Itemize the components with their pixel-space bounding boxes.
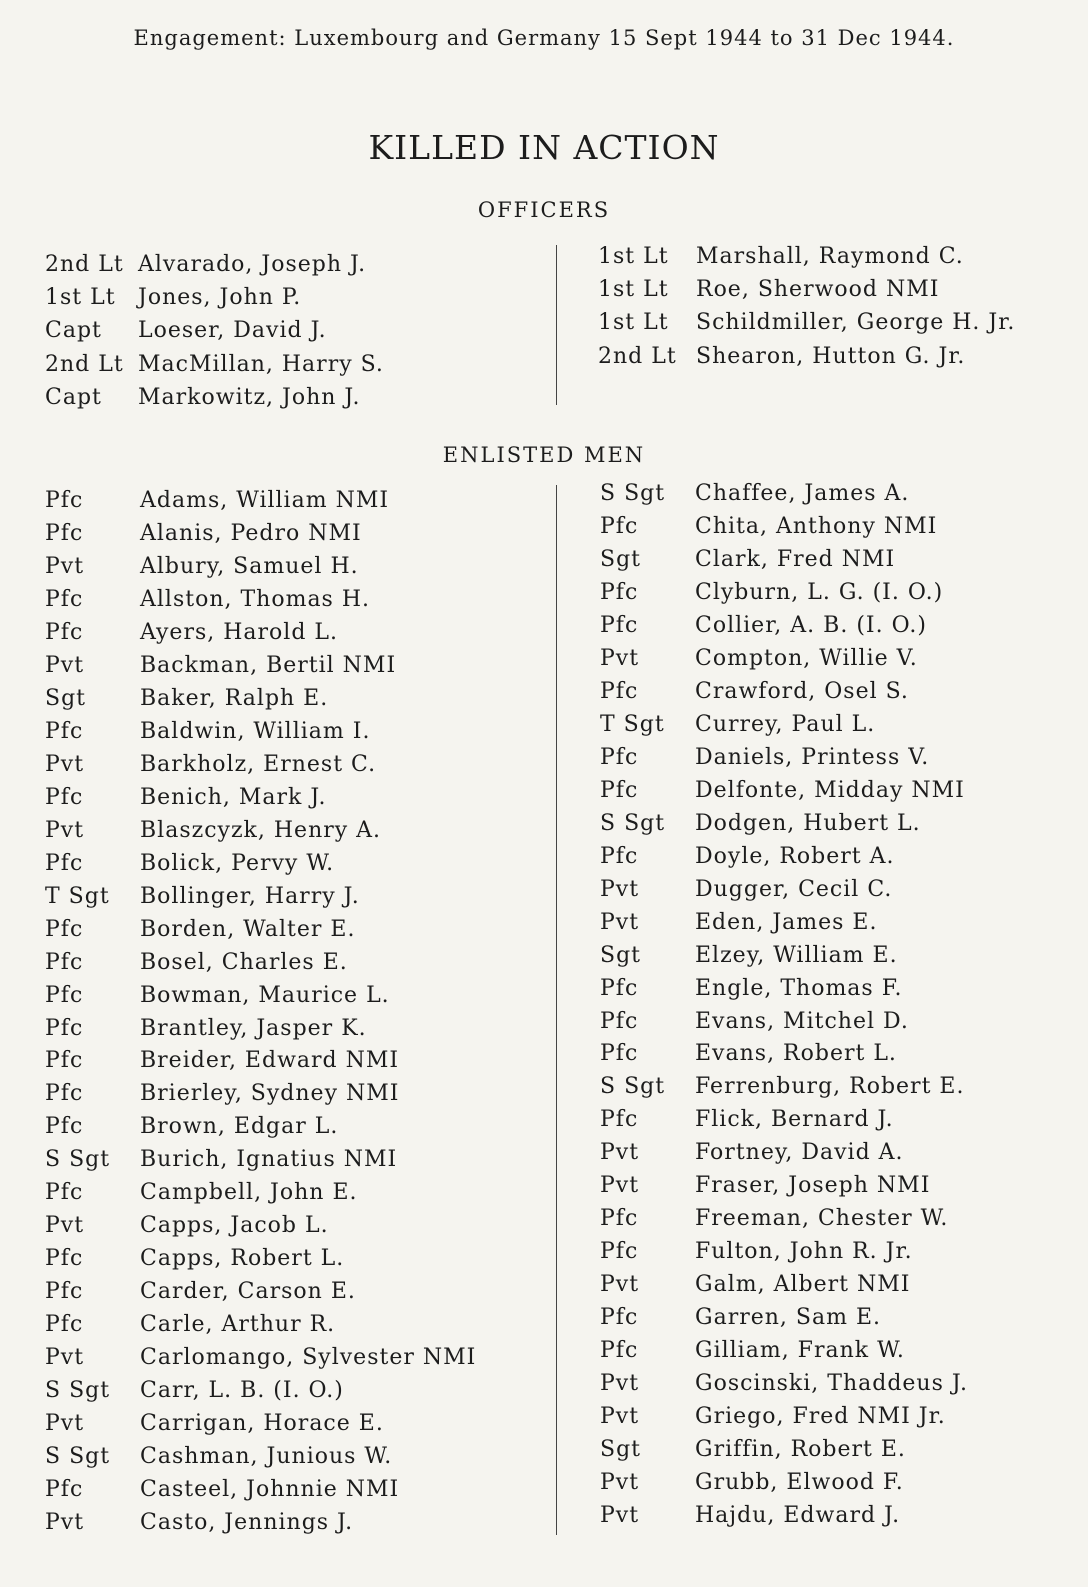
rank: Pfc xyxy=(45,949,84,975)
soldier-name: Casto, Jennings J. xyxy=(140,1510,354,1536)
rank: Pvt xyxy=(45,1411,85,1437)
enlisted-entry xyxy=(45,716,476,749)
officer-entry xyxy=(598,240,1015,273)
soldier-name: Adams, William NMI xyxy=(140,488,390,513)
soldier-name: Roe, Sherwood NMI xyxy=(696,277,940,303)
soldier-name: Flick, Bernard J. xyxy=(695,1107,894,1133)
soldier-name: Shearon, Hutton G. Jr. xyxy=(696,343,966,369)
soldier-name: Borden, Walter E. xyxy=(140,916,356,942)
rank: Pvt xyxy=(45,553,85,579)
enlisted-entry xyxy=(45,1144,476,1177)
soldier-name: Alanis, Pedro NMI xyxy=(140,520,362,546)
enlisted-entry xyxy=(45,1276,476,1309)
enlisted-entry xyxy=(600,1368,968,1401)
rank: Sgt xyxy=(600,1437,641,1463)
rank: Pvt xyxy=(600,876,640,902)
engagement-line: Engagement: Luxembourg and Germany 15 Sept 1944 to 31 Dec 1944. xyxy=(133,26,955,50)
enlisted-heading: ENLISTED MEN xyxy=(442,443,646,467)
rank: Pfc xyxy=(45,1081,84,1107)
enlisted-entry xyxy=(600,1104,968,1137)
soldier-name: Brown, Edgar L. xyxy=(140,1114,339,1140)
enlisted-entry xyxy=(600,709,968,742)
enlisted-entry xyxy=(600,1071,968,1104)
enlisted-entry xyxy=(45,1243,476,1276)
soldier-name: Chita, Anthony NMI xyxy=(695,513,938,539)
rank: T Sgt xyxy=(45,883,110,909)
officer-entry xyxy=(598,273,1015,306)
enlisted-entry xyxy=(600,511,968,544)
soldier-name: Allston, Thomas H. xyxy=(140,586,371,612)
rank: S Sgt xyxy=(600,810,666,836)
soldier-name: Carrigan, Horace E. xyxy=(140,1411,384,1437)
soldier-name: Evans, Robert L. xyxy=(695,1041,897,1067)
soldier-name: Griego, Fred NMI Jr. xyxy=(695,1404,946,1430)
soldier-name: Albury, Samuel H. xyxy=(140,553,359,579)
enlisted-entry xyxy=(600,1203,968,1236)
rank: Pfc xyxy=(600,678,639,704)
officer-entry xyxy=(45,281,384,314)
enlisted-entry xyxy=(600,1038,968,1071)
soldier-name: Chaffee, James A. xyxy=(695,481,910,506)
rank: Pvt xyxy=(45,1510,85,1536)
enlisted-entry xyxy=(600,1137,968,1170)
enlisted-entry xyxy=(45,947,476,980)
enlisted-entry xyxy=(45,1507,476,1540)
soldier-name: Schildmiller, George H. Jr. xyxy=(696,310,1016,336)
rank: Pfc xyxy=(45,1180,84,1206)
enlisted-entry xyxy=(45,1408,476,1441)
soldier-name: Daniels, Printess V. xyxy=(695,744,930,770)
rank: Pvt xyxy=(45,1213,85,1239)
rank: Sgt xyxy=(600,546,641,572)
enlisted-entry xyxy=(45,1309,476,1342)
rank: Pfc xyxy=(600,1107,639,1133)
enlisted-entry xyxy=(45,1342,476,1375)
soldier-name: Currey, Paul L. xyxy=(695,711,876,737)
rank: Pfc xyxy=(600,1041,639,1067)
enlisted-entry xyxy=(600,1401,968,1434)
rank: Pfc xyxy=(600,579,639,605)
enlisted-entry xyxy=(600,775,968,808)
soldier-name: Delfonte, Midday NMI xyxy=(695,777,965,803)
officers-right-column xyxy=(598,240,1015,373)
enlisted-entry xyxy=(45,914,476,947)
enlisted-entry xyxy=(45,1210,476,1243)
soldier-name: Compton, Willie V. xyxy=(695,645,918,671)
enlisted-entry xyxy=(600,907,968,940)
enlisted-entry xyxy=(45,683,476,716)
soldier-name: MacMillan, Harry S. xyxy=(138,351,384,377)
soldier-name: Casteel, Johnnie NMI xyxy=(140,1477,400,1503)
rank: Pvt xyxy=(600,1503,640,1529)
soldier-name: Alvarado, Joseph J. xyxy=(138,252,367,277)
rank: Pvt xyxy=(45,817,85,843)
enlisted-entry xyxy=(600,1500,968,1533)
soldier-name: Fortney, David A. xyxy=(695,1140,904,1166)
soldier-name: Bowman, Maurice L. xyxy=(140,982,390,1008)
soldier-name: Gilliam, Frank W. xyxy=(695,1338,905,1364)
enlisted-entry xyxy=(45,518,476,551)
soldier-name: Bolick, Pervy W. xyxy=(140,850,335,876)
enlisted-column-divider xyxy=(556,485,557,1535)
rank: Pvt xyxy=(600,1404,640,1430)
rank: 2nd Lt xyxy=(45,252,124,277)
rank: Pfc xyxy=(600,1305,639,1331)
soldier-name: Clyburn, L. G. (I. O.) xyxy=(695,579,944,605)
soldier-name: Grubb, Elwood F. xyxy=(695,1470,904,1496)
soldier-name: Cashman, Junious W. xyxy=(140,1444,393,1470)
rank: Pvt xyxy=(600,1470,640,1496)
enlisted-entry xyxy=(600,808,968,841)
soldier-name: Markowitz, John J. xyxy=(138,384,361,410)
soldier-name: Clark, Fred NMI xyxy=(695,546,896,572)
rank: Pfc xyxy=(45,488,84,513)
soldier-name: Campbell, John E. xyxy=(140,1180,358,1206)
enlisted-entry xyxy=(600,1467,968,1500)
soldier-name: Fraser, Joseph NMI xyxy=(695,1173,931,1199)
enlisted-entry xyxy=(600,1335,968,1368)
officer-entry xyxy=(598,340,1015,373)
enlisted-entry xyxy=(600,874,968,907)
rank: Pfc xyxy=(45,1015,84,1041)
rank: Pfc xyxy=(600,777,639,803)
rank: S Sgt xyxy=(600,1074,666,1100)
rank: S Sgt xyxy=(45,1147,111,1173)
rank: Pvt xyxy=(45,652,85,678)
soldier-name: Carlomango, Sylvester NMI xyxy=(140,1345,477,1371)
soldier-name: Griffin, Robert E. xyxy=(695,1437,906,1463)
enlisted-entry xyxy=(45,749,476,782)
enlisted-right-column xyxy=(600,478,968,1533)
rank: Pfc xyxy=(45,1048,84,1074)
rank: Pfc xyxy=(600,1239,639,1265)
soldier-name: Capps, Robert L. xyxy=(140,1246,345,1272)
enlisted-entry xyxy=(45,782,476,815)
enlisted-left-column xyxy=(45,485,476,1540)
soldier-name: Burich, Ignatius NMI xyxy=(140,1147,398,1173)
enlisted-entry xyxy=(45,551,476,584)
rank: Pvt xyxy=(600,1272,640,1298)
soldier-name: Galm, Albert NMI xyxy=(695,1272,911,1298)
rank: Pfc xyxy=(600,1008,639,1034)
rank: Pvt xyxy=(600,1371,640,1397)
enlisted-entry xyxy=(600,577,968,610)
rank: Pfc xyxy=(45,520,84,546)
rank: Pfc xyxy=(600,975,639,1001)
soldier-name: Carle, Arthur R. xyxy=(140,1312,336,1338)
soldier-name: Blaszcyzk, Henry A. xyxy=(140,817,382,843)
enlisted-entry xyxy=(45,1474,476,1507)
officer-entry xyxy=(45,248,384,281)
rank: Capt xyxy=(45,318,102,344)
rank: S Sgt xyxy=(600,481,666,506)
soldier-name: Brantley, Jasper K. xyxy=(140,1015,367,1041)
rank: Pvt xyxy=(600,645,640,671)
officers-column-divider xyxy=(556,245,557,405)
soldier-name: Baker, Ralph E. xyxy=(140,685,329,711)
rank: Pfc xyxy=(600,843,639,869)
soldier-name: Carr, L. B. (I. O.) xyxy=(140,1378,344,1404)
enlisted-entry xyxy=(45,1045,476,1078)
enlisted-entry xyxy=(45,848,476,881)
officer-entry xyxy=(45,381,384,414)
soldier-name: Elzey, William E. xyxy=(695,942,898,968)
soldier-name: Fulton, John R. Jr. xyxy=(695,1239,913,1265)
enlisted-entry xyxy=(600,1434,968,1467)
enlisted-entry xyxy=(45,980,476,1013)
soldier-name: Carder, Carson E. xyxy=(140,1279,356,1305)
soldier-name: Ayers, Harold L. xyxy=(140,619,339,645)
enlisted-entry xyxy=(600,742,968,775)
enlisted-entry xyxy=(45,584,476,617)
enlisted-entry xyxy=(45,650,476,683)
enlisted-entry xyxy=(45,1111,476,1144)
soldier-name: Eden, James E. xyxy=(695,909,878,935)
rank: 1st Lt xyxy=(598,244,669,269)
officers-heading: OFFICERS xyxy=(477,198,611,222)
rank: 2nd Lt xyxy=(45,351,124,377)
soldier-name: Garren, Sam E. xyxy=(695,1305,881,1331)
soldier-name: Hajdu, Edward J. xyxy=(695,1503,901,1529)
officer-entry xyxy=(598,306,1015,339)
rank: Pfc xyxy=(45,1312,84,1338)
enlisted-entry xyxy=(45,1177,476,1210)
enlisted-entry xyxy=(45,881,476,914)
soldier-name: Baldwin, William I. xyxy=(140,718,371,744)
soldier-name: Bollinger, Harry J. xyxy=(140,883,360,909)
enlisted-entry xyxy=(600,1170,968,1203)
rank: Pvt xyxy=(45,1345,85,1371)
soldier-name: Breider, Edward NMI xyxy=(140,1048,400,1074)
enlisted-entry xyxy=(600,1006,968,1039)
soldier-name: Freeman, Chester W. xyxy=(695,1206,949,1232)
soldier-name: Crawford, Osel S. xyxy=(695,678,909,704)
enlisted-entry xyxy=(45,1441,476,1474)
enlisted-entry xyxy=(600,1269,968,1302)
rank: Pfc xyxy=(45,784,84,810)
rank: S Sgt xyxy=(45,1378,111,1404)
rank: S Sgt xyxy=(45,1444,111,1470)
soldier-name: Loeser, David J. xyxy=(138,318,327,344)
soldier-name: Engle, Thomas F. xyxy=(695,975,903,1001)
enlisted-entry xyxy=(45,485,476,518)
enlisted-entry xyxy=(600,1236,968,1269)
rank: Pfc xyxy=(45,1477,84,1503)
rank: Pfc xyxy=(45,1279,84,1305)
soldier-name: Ferrenburg, Robert E. xyxy=(695,1074,965,1100)
rank: Pfc xyxy=(600,1206,639,1232)
enlisted-entry xyxy=(45,617,476,650)
rank: Pfc xyxy=(45,850,84,876)
enlisted-entry xyxy=(600,643,968,676)
enlisted-entry xyxy=(45,1078,476,1111)
rank: Pfc xyxy=(45,916,84,942)
soldier-name: Barkholz, Ernest C. xyxy=(140,751,377,777)
officer-entry xyxy=(45,348,384,381)
enlisted-entry xyxy=(600,841,968,874)
enlisted-entry xyxy=(600,1302,968,1335)
page-title: KILLED IN ACTION xyxy=(368,128,720,167)
soldier-name: Brierley, Sydney NMI xyxy=(140,1081,400,1107)
soldier-name: Capps, Jacob L. xyxy=(140,1213,329,1239)
rank: Pfc xyxy=(45,586,84,612)
rank: T Sgt xyxy=(600,711,665,737)
soldier-name: Bosel, Charles E. xyxy=(140,949,348,975)
enlisted-entry xyxy=(45,815,476,848)
enlisted-entry xyxy=(600,478,968,511)
rank: Pfc xyxy=(45,1246,84,1272)
enlisted-entry xyxy=(600,544,968,577)
rank: Pfc xyxy=(600,1338,639,1364)
rank: 1st Lt xyxy=(45,285,116,311)
officers-left-column xyxy=(45,248,384,414)
soldier-name: Doyle, Robert A. xyxy=(695,843,895,869)
soldier-name: Benich, Mark J. xyxy=(140,784,327,810)
soldier-name: Marshall, Raymond C. xyxy=(696,244,964,269)
enlisted-entry xyxy=(45,1375,476,1408)
rank: 2nd Lt xyxy=(598,343,677,369)
soldier-name: Dodgen, Hubert L. xyxy=(695,810,921,836)
enlisted-entry xyxy=(45,1013,476,1046)
rank: Pfc xyxy=(600,744,639,770)
enlisted-entry xyxy=(600,940,968,973)
enlisted-entry xyxy=(600,676,968,709)
rank: Pfc xyxy=(600,612,639,638)
rank: Pvt xyxy=(600,1140,640,1166)
rank: Pfc xyxy=(45,718,84,744)
soldier-name: Jones, John P. xyxy=(138,285,302,311)
rank: Pvt xyxy=(600,909,640,935)
soldier-name: Dugger, Cecil C. xyxy=(695,876,893,902)
rank: Pvt xyxy=(45,751,85,777)
rank: Pfc xyxy=(45,1114,84,1140)
rank: Capt xyxy=(45,384,102,410)
rank: Pfc xyxy=(45,982,84,1008)
enlisted-entry xyxy=(600,973,968,1006)
soldier-name: Evans, Mitchel D. xyxy=(695,1008,909,1034)
rank: Pfc xyxy=(600,513,639,539)
rank: Sgt xyxy=(600,942,641,968)
rank: Pvt xyxy=(600,1173,640,1199)
rank: 1st Lt xyxy=(598,310,669,336)
soldier-name: Collier, A. B. (I. O.) xyxy=(695,612,927,638)
soldier-name: Goscinski, Thaddeus J. xyxy=(695,1371,968,1397)
enlisted-entry xyxy=(600,610,968,643)
soldier-name: Backman, Bertil NMI xyxy=(140,652,397,678)
rank: Sgt xyxy=(45,685,86,711)
officer-entry xyxy=(45,314,384,347)
rank: 1st Lt xyxy=(598,277,669,303)
rank: Pfc xyxy=(45,619,84,645)
